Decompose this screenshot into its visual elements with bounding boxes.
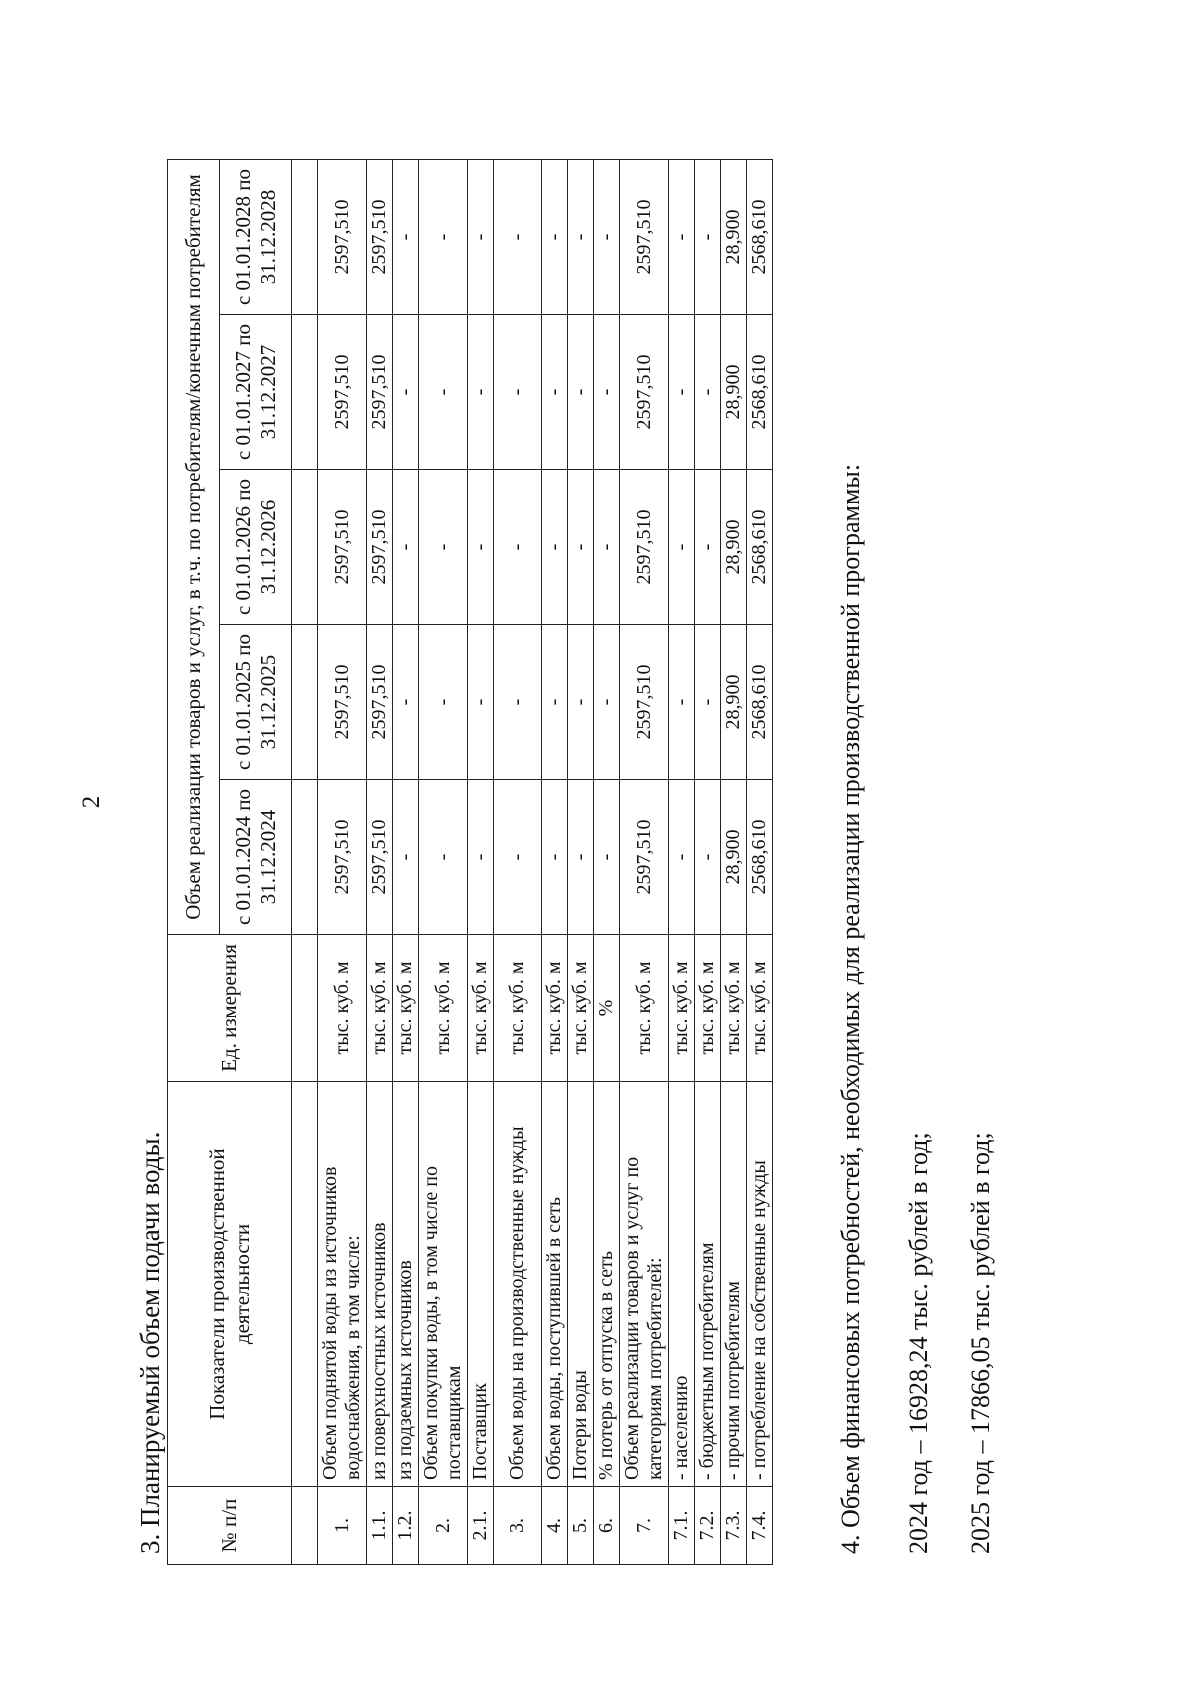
row-value: - <box>568 470 594 625</box>
row-unit: тыс. куб. м <box>721 935 747 1082</box>
row-value: - <box>695 159 721 314</box>
column-number <box>292 625 318 780</box>
row-value: 28,900 <box>721 780 747 935</box>
row-number: 7.3. <box>721 1487 747 1565</box>
row-value: - <box>542 470 568 625</box>
header-period: с 01.01.2025 по 31.12.2025 <box>220 625 292 780</box>
row-value: - <box>468 780 494 935</box>
row-value: - <box>669 470 695 625</box>
row-value: 2597,510 <box>318 625 367 780</box>
row-number: 7.1. <box>669 1487 695 1565</box>
row-value: - <box>568 780 594 935</box>
column-number <box>292 780 318 935</box>
row-indicator: Объем поднятой воды из источников водоснабжения, в том числе: <box>318 1082 367 1487</box>
row-value: 28,900 <box>721 625 747 780</box>
table-row <box>494 159 542 1564</box>
row-value: 2568,610 <box>747 780 773 935</box>
header-period: с 01.01.2026 по 31.12.2026 <box>220 470 292 625</box>
table-row <box>594 159 620 1564</box>
row-value: - <box>393 780 419 935</box>
row-number: 5. <box>568 1487 594 1565</box>
row-value: 2568,610 <box>747 625 773 780</box>
row-value: 2597,510 <box>620 315 669 470</box>
row-unit: тыс. куб. м <box>367 935 393 1082</box>
row-value: - <box>594 625 620 780</box>
row-indicator: Объем покупки воды, в том числе по поставщикам <box>419 1082 468 1487</box>
section-3-title: 3. Планируемый объем подачи воды. <box>135 1131 165 1554</box>
table-row <box>721 159 747 1564</box>
row-value: - <box>393 315 419 470</box>
row-value: - <box>594 159 620 314</box>
row-unit: % <box>594 935 620 1082</box>
row-indicator: из поверхностных источников <box>367 1082 393 1487</box>
row-number: 6. <box>594 1487 620 1565</box>
table-row <box>695 159 721 1564</box>
row-value: - <box>468 159 494 314</box>
column-number-row <box>292 159 318 1564</box>
row-value: 2597,510 <box>620 625 669 780</box>
column-number <box>292 1082 318 1487</box>
row-value: - <box>419 159 468 314</box>
row-unit: тыс. куб. м <box>568 935 594 1082</box>
column-number <box>292 159 318 314</box>
row-unit: тыс. куб. м <box>494 935 542 1082</box>
header-period: с 01.01.2024 по 31.12.2024 <box>220 780 292 935</box>
row-value: - <box>468 315 494 470</box>
row-number: 7.4. <box>747 1487 773 1565</box>
row-value: - <box>419 470 468 625</box>
page-number: 2 <box>78 795 105 809</box>
row-value: 2568,610 <box>747 315 773 470</box>
row-value: 2597,510 <box>367 625 393 780</box>
column-number <box>292 470 318 625</box>
table-row <box>367 159 393 1564</box>
row-value: 2597,510 <box>620 159 669 314</box>
row-number: 1. <box>318 1487 367 1565</box>
row-value: 2568,610 <box>747 470 773 625</box>
header-period: с 01.01.2027 по 31.12.2027 <box>220 315 292 470</box>
row-value: 2597,510 <box>620 470 669 625</box>
row-unit: тыс. куб. м <box>542 935 568 1082</box>
row-indicator: Объем воды, поступившей в сеть <box>542 1082 568 1487</box>
row-number: 1.1. <box>367 1487 393 1565</box>
row-number: 3. <box>494 1487 542 1565</box>
row-value: - <box>695 625 721 780</box>
row-indicator: Потери воды <box>568 1082 594 1487</box>
row-value: 28,900 <box>721 470 747 625</box>
row-indicator: - бюджетным потребителям <box>695 1082 721 1487</box>
row-value: - <box>669 315 695 470</box>
header-unit: Ед. измерения <box>168 935 292 1082</box>
row-value: 2597,510 <box>318 470 367 625</box>
row-number: 7.2. <box>695 1487 721 1565</box>
row-indicator: - населению <box>669 1082 695 1487</box>
row-value: 2597,510 <box>318 159 367 314</box>
column-number <box>292 1487 318 1565</box>
finance-line-2025: 2025 год – 17866,05 тыс. рублей в год; <box>966 1132 995 1554</box>
row-value: - <box>542 780 568 935</box>
row-value: - <box>494 470 542 625</box>
table-row <box>747 159 773 1564</box>
row-value: - <box>594 780 620 935</box>
row-value: 2597,510 <box>367 780 393 935</box>
row-value: - <box>419 625 468 780</box>
row-value: 2597,510 <box>318 315 367 470</box>
row-value: - <box>568 315 594 470</box>
column-number <box>292 315 318 470</box>
water-supply-table <box>167 159 773 1565</box>
row-value: - <box>542 159 568 314</box>
row-value: 2568,610 <box>747 159 773 314</box>
row-value: 2597,510 <box>318 780 367 935</box>
table-row <box>468 159 494 1564</box>
table-row <box>318 159 367 1564</box>
row-value: 28,900 <box>721 315 747 470</box>
table-row <box>568 159 594 1564</box>
header-indicator: Показатели производственной деятельности <box>168 1082 292 1487</box>
row-value: - <box>393 159 419 314</box>
row-value: - <box>494 780 542 935</box>
row-value: 2597,510 <box>620 780 669 935</box>
row-unit: тыс. куб. м <box>318 935 367 1082</box>
table-row <box>419 159 468 1564</box>
table-row <box>393 159 419 1564</box>
row-value: - <box>419 780 468 935</box>
row-unit: тыс. куб. м <box>468 935 494 1082</box>
row-value: - <box>494 625 542 780</box>
row-unit: тыс. куб. м <box>747 935 773 1082</box>
row-value: - <box>669 780 695 935</box>
row-value: - <box>468 625 494 780</box>
row-value: - <box>695 470 721 625</box>
row-value: - <box>393 470 419 625</box>
row-value: - <box>695 315 721 470</box>
row-number: 2. <box>419 1487 468 1565</box>
row-number: 4. <box>542 1487 568 1565</box>
row-unit: тыс. куб. м <box>419 935 468 1082</box>
row-value: - <box>494 315 542 470</box>
row-number: 1.2. <box>393 1487 419 1565</box>
row-indicator: - потребление на собственные нужды <box>747 1082 773 1487</box>
row-value: - <box>494 159 542 314</box>
row-indicator: Объем воды на производственные нужды <box>494 1082 542 1487</box>
table-row <box>620 159 669 1564</box>
finance-line-2024: 2024 год – 16928,24 тыс. рублей в год; <box>904 1132 933 1554</box>
header-num: № п/п <box>168 1487 292 1565</box>
row-value: - <box>568 625 594 780</box>
row-value: - <box>594 470 620 625</box>
table-row <box>542 159 568 1564</box>
row-unit: тыс. куб. м <box>620 935 669 1082</box>
column-number <box>292 935 318 1082</box>
header-sales-volume: Объем реализации товаров и услуг, в т.ч. по потребителям/конечным потребителям <box>168 159 220 934</box>
row-indicator: - прочим потребителям <box>721 1082 747 1487</box>
table-header-row <box>168 159 220 1564</box>
row-indicator: % потерь от отпуска в сеть <box>594 1082 620 1487</box>
row-value: 2597,510 <box>367 315 393 470</box>
row-value: - <box>542 315 568 470</box>
row-value: 28,900 <box>721 159 747 314</box>
row-value: 2597,510 <box>367 470 393 625</box>
row-value: - <box>695 780 721 935</box>
row-value: - <box>669 625 695 780</box>
row-value: - <box>393 625 419 780</box>
row-unit: тыс. куб. м <box>695 935 721 1082</box>
row-value: - <box>568 159 594 314</box>
row-value: 2597,510 <box>367 159 393 314</box>
row-value: - <box>468 470 494 625</box>
row-value: - <box>594 315 620 470</box>
row-value: - <box>669 159 695 314</box>
row-unit: тыс. куб. м <box>669 935 695 1082</box>
row-indicator: из подземных источников <box>393 1082 419 1487</box>
table-body <box>318 159 773 1564</box>
row-number: 7. <box>620 1487 669 1565</box>
row-value: - <box>542 625 568 780</box>
section-4-title: 4. Объем финансовых потребностей, необходимых для реализации производственной программы: <box>836 463 865 1554</box>
row-indicator: Поставщик <box>468 1082 494 1487</box>
table-row <box>669 159 695 1564</box>
row-number: 2.1. <box>468 1487 494 1565</box>
row-value: - <box>419 315 468 470</box>
row-indicator: Объем реализации товаров и услуг по категориям потребителей: <box>620 1082 669 1487</box>
row-unit: тыс. куб. м <box>393 935 419 1082</box>
header-period: с 01.01.2028 по 31.12.2028 <box>220 159 292 314</box>
